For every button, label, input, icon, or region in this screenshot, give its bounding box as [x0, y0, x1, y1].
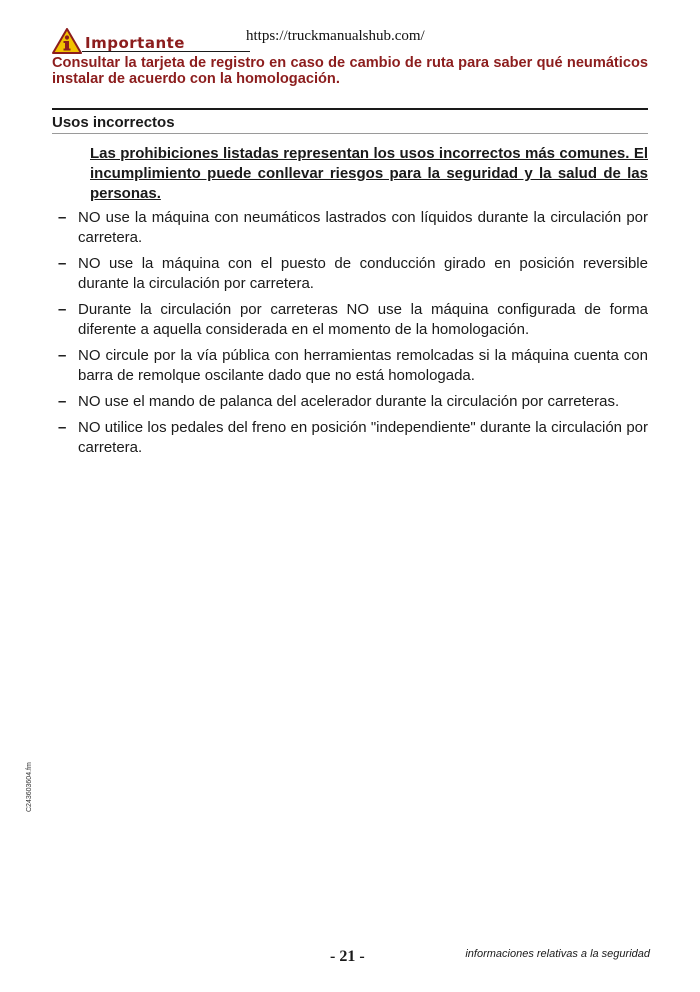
warning-block [52, 28, 252, 54]
bullet-dash: – [58, 419, 67, 436]
list-item [58, 208, 648, 248]
warning-underline [82, 51, 250, 52]
list-item-text: NO use la máquina con neumáticos lastrados con líquidos durante la circulación por carretera. [78, 209, 648, 246]
bullet-dash: – [58, 255, 67, 272]
list-item [58, 300, 648, 340]
warning-info-icon [52, 28, 82, 54]
section-title-rule [52, 133, 648, 134]
warning-text: Consultar la tarjeta de registro en caso de cambio de ruta para saber qué neumáticos instalar de acuerdo con la homologación. [52, 55, 648, 87]
bullet-dash: – [58, 301, 67, 318]
section-intro: Las prohibiciones listadas representan los usos incorrectos más comunes. El incumplimiento puede conllevar riesgos para la seguridad y la salud de las personas. [90, 145, 648, 202]
list-item [58, 418, 648, 458]
list-item-text: Durante la circulación por carreteras NO use la máquina configurada de forma diferente a aquella considerada en el momento de la homologación. [78, 301, 648, 338]
header-url: https://truckmanualshub.com/ [246, 28, 425, 44]
section-divider [52, 108, 648, 110]
bullet-dash: – [58, 393, 67, 410]
document-code: C243603604.fm [26, 762, 33, 812]
list-item [58, 346, 648, 386]
list-item-text: NO use el mando de palanca del acelerador durante la circulación por carreteras. [78, 393, 620, 410]
footer-section-name: informaciones relativas a la seguridad [465, 948, 650, 960]
section-title: Usos incorrectos [52, 114, 175, 131]
list-item-text: NO circule por la vía pública con herramientas remolcadas si la máquina cuenta con barra de remolque oscilante dado que no está homologada. [78, 347, 648, 384]
list-item [58, 392, 648, 412]
bullet-dash: – [58, 347, 67, 364]
page-number: - 21 - [330, 948, 365, 965]
list-item [58, 254, 648, 294]
prohibitions-list [58, 208, 648, 464]
list-item-text: NO utilice los pedales del freno en posición "independiente" durante la circulación por carretera. [78, 419, 648, 456]
bullet-dash: – [58, 209, 67, 226]
warning-label: Importante [85, 34, 185, 52]
list-item-text: NO use la máquina con el puesto de conducción girado en posición reversible durante la circulación por carretera. [78, 255, 648, 292]
